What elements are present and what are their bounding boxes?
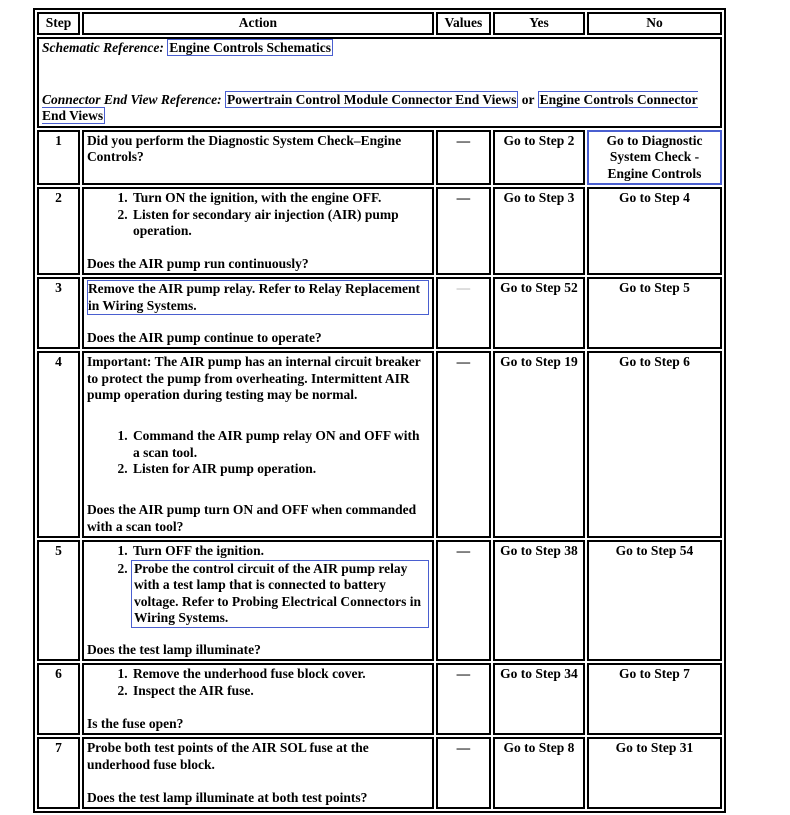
action-question: Does the AIR pump continue to operate? <box>86 329 322 345</box>
list-item: 1. Command the AIR pump relay ON and OFF with a scan tool. <box>131 428 429 461</box>
pcm-connector-end-views-link[interactable]: Powertrain Control Module Connector End Views <box>227 91 517 107</box>
or-text: or <box>521 91 535 107</box>
no-link[interactable]: Go to Step 54 <box>587 540 722 661</box>
value-cell <box>436 277 491 349</box>
step-number: 2 <box>37 187 80 275</box>
no-link[interactable]: Go to Step 5 <box>587 277 722 349</box>
list-item: 1. Turn ON the ignition, with the engine OFF. <box>131 190 429 207</box>
action-list <box>87 190 429 240</box>
header-no: No <box>587 12 722 35</box>
action-cell <box>82 737 434 809</box>
yes-link[interactable]: Go to Step 34 <box>493 663 585 735</box>
no-link[interactable]: Go to Step 31 <box>587 737 722 809</box>
table-row <box>37 737 722 809</box>
diagnostic-table-page <box>33 8 726 813</box>
yes-link[interactable]: Go to Step 52 <box>493 277 585 349</box>
diagnostic-table <box>33 8 726 813</box>
action-cell <box>82 130 434 186</box>
action-text: Probe both test points of the AIR SOL fuse at the underhood fuse block. <box>86 740 369 772</box>
step-number: 5 <box>37 540 80 661</box>
table-row <box>37 130 722 186</box>
value-dash: — <box>456 280 471 295</box>
step-number: 1 <box>37 130 80 186</box>
action-question: Does the AIR pump run continuously? <box>86 255 309 271</box>
yes-link[interactable]: Go to Step 38 <box>493 540 585 661</box>
probing-connectors-link[interactable]: 2. Probe the control circuit of the AIR pump relay with a test lamp that is connected to battery voltage. Refer to Probing Electrical Connectors in Wiring Systems. <box>131 560 429 628</box>
action-question: Does the test lamp illuminate? <box>86 641 261 657</box>
header-action: Action <box>82 12 434 35</box>
schematic-reference-label: Schematic Reference: <box>42 39 164 55</box>
yes-link[interactable]: Go to Step 2 <box>493 130 585 186</box>
table-row <box>37 277 722 349</box>
table-row <box>37 663 722 735</box>
list-item: 2. Listen for secondary air injection (AIR) pump operation. <box>131 207 429 240</box>
value-cell: — <box>436 540 491 661</box>
yes-link[interactable]: Go to Step 19 <box>493 351 585 538</box>
table-row <box>37 187 722 275</box>
table-row <box>37 351 722 538</box>
table-row <box>37 540 722 661</box>
yes-link[interactable]: Go to Step 8 <box>493 737 585 809</box>
value-cell: — <box>436 351 491 538</box>
action-cell <box>82 187 434 275</box>
header-step: Step <box>37 12 80 35</box>
engine-controls-connector-end-views-link[interactable]: Engine Controls Connector End Views <box>42 91 698 123</box>
action-cell <box>82 277 434 349</box>
engine-controls-schematics-link[interactable]: Engine Controls Schematics <box>169 39 331 55</box>
action-cell <box>82 351 434 538</box>
connector-reference-label: Connector End View Reference: <box>42 91 222 107</box>
step-number: 6 <box>37 663 80 735</box>
no-link[interactable]: Go to Step 4 <box>587 187 722 275</box>
action-question: Did you perform the Diagnostic System Check–Engine Controls? <box>86 132 402 164</box>
list-item: 2. Listen for AIR pump operation. <box>131 461 429 478</box>
value-cell: — <box>436 130 491 186</box>
step-number: 7 <box>37 737 80 809</box>
no-link[interactable]: Go to Step 6 <box>587 351 722 538</box>
list-item: 2. Inspect the AIR fuse. <box>131 683 429 700</box>
action-question: Is the fuse open? <box>86 715 184 731</box>
step-number: 3 <box>37 277 80 349</box>
action-list <box>87 428 429 478</box>
important-note: Important: The AIR pump has an internal circuit breaker to protect the pump from overheating. Intermittent AIR pump operation during testing may be normal. <box>86 354 421 402</box>
action-list <box>87 666 429 699</box>
list-item: 1. Remove the underhood fuse block cover. <box>131 666 429 683</box>
value-cell: — <box>436 737 491 809</box>
step-number: 4 <box>37 351 80 538</box>
action-cell <box>82 663 434 735</box>
no-link[interactable]: Go to Diagnostic System Check - Engine Controls <box>587 130 722 186</box>
header-yes: Yes <box>493 12 585 35</box>
reference-row <box>37 37 722 128</box>
value-cell: — <box>436 187 491 275</box>
no-link[interactable]: Go to Step 7 <box>587 663 722 735</box>
relay-replacement-link[interactable]: Remove the AIR pump relay. Refer to Relay Replacement in Wiring Systems. <box>87 280 429 315</box>
value-cell: — <box>436 663 491 735</box>
header-values: Values <box>436 12 491 35</box>
yes-link[interactable]: Go to Step 3 <box>493 187 585 275</box>
action-list <box>87 543 429 628</box>
reference-cell <box>37 37 722 128</box>
action-question: Does the AIR pump turn ON and OFF when commanded with a scan tool? <box>86 502 417 534</box>
list-item: 1. Turn OFF the ignition. <box>131 543 429 560</box>
action-cell <box>82 540 434 661</box>
action-question: Does the test lamp illuminate at both test points? <box>86 789 368 805</box>
header-row <box>37 12 722 35</box>
